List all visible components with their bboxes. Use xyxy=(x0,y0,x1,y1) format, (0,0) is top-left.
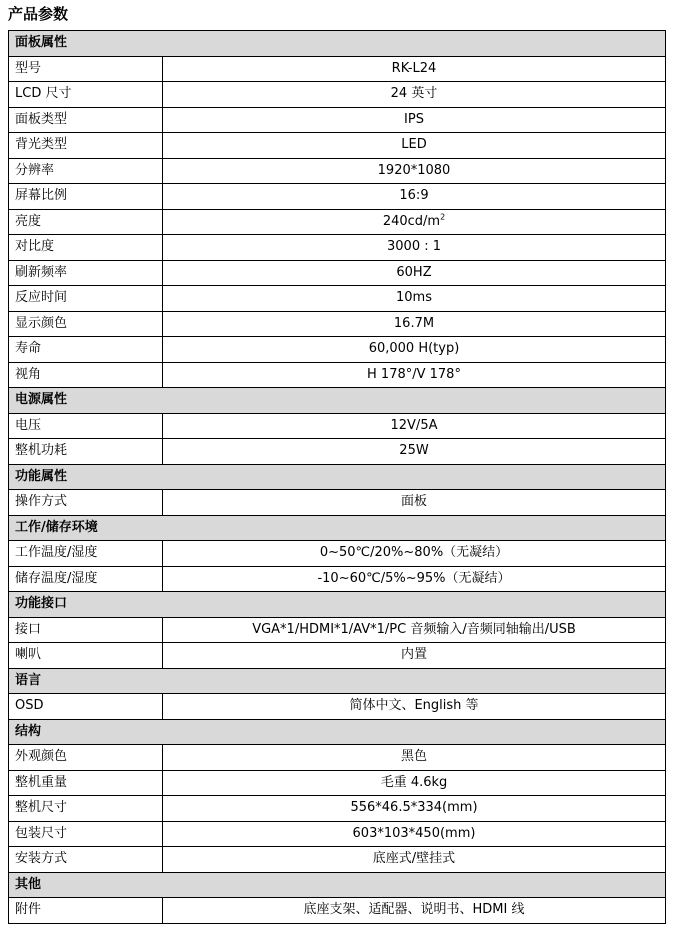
table-row xyxy=(9,821,666,847)
spec-value-text: 0~50℃/20%~80%（无凝结） xyxy=(319,545,509,561)
spec-value xyxy=(163,362,666,388)
spec-label: 包装尺寸 xyxy=(9,821,163,847)
spec-value xyxy=(163,770,666,796)
spec-value-text: 3000 : 1 xyxy=(387,239,441,255)
spec-value-text: 16.7M xyxy=(393,315,435,331)
spec-value xyxy=(163,337,666,363)
table-row xyxy=(9,541,666,567)
spec-value-text: 黑色 xyxy=(400,749,427,765)
section-heading: 功能接口 xyxy=(9,592,666,618)
table-row xyxy=(9,158,666,184)
spec-value xyxy=(163,796,666,822)
table-row xyxy=(9,617,666,643)
spec-value-text: 24 英寸 xyxy=(390,86,438,102)
table-row xyxy=(9,796,666,822)
spec-value-text: 603*103*450(mm) xyxy=(352,825,476,841)
section-heading: 工作/储存环境 xyxy=(9,515,666,541)
table-row xyxy=(9,770,666,796)
spec-value xyxy=(163,898,666,924)
spec-label: 分辨率 xyxy=(9,158,163,184)
spec-value-text: 底座式/壁挂式 xyxy=(372,851,456,867)
spec-value xyxy=(163,566,666,592)
table-row xyxy=(9,847,666,873)
table-row xyxy=(9,745,666,771)
spec-value xyxy=(163,847,666,873)
spec-label: 显示颜色 xyxy=(9,311,163,337)
table-row xyxy=(9,235,666,261)
table-row xyxy=(9,311,666,337)
spec-label: 对比度 xyxy=(9,235,163,261)
spec-value-text: IPS xyxy=(404,111,424,127)
spec-label: 面板类型 xyxy=(9,107,163,133)
spec-value-text: 25W xyxy=(399,443,429,459)
section-header xyxy=(9,719,666,745)
section-heading: 语言 xyxy=(9,668,666,694)
spec-value xyxy=(163,158,666,184)
spec-value-text: 60,000 H(typ) xyxy=(368,341,460,357)
spec-value xyxy=(163,413,666,439)
table-row xyxy=(9,133,666,159)
spec-value-text: RK-L24 xyxy=(391,60,437,76)
section-heading: 电源属性 xyxy=(9,388,666,414)
spec-value xyxy=(163,821,666,847)
spec-label: 操作方式 xyxy=(9,490,163,516)
spec-value-text: 面板 xyxy=(400,494,427,510)
table-row xyxy=(9,260,666,286)
table-row xyxy=(9,337,666,363)
section-header xyxy=(9,515,666,541)
table-row xyxy=(9,566,666,592)
spec-value xyxy=(163,311,666,337)
spec-value xyxy=(163,286,666,312)
spec-value-text: 内置 xyxy=(400,647,427,663)
spec-value-text: H 178°/V 178° xyxy=(367,366,461,382)
spec-value-text: 10ms xyxy=(396,290,432,306)
table-row xyxy=(9,286,666,312)
spec-value xyxy=(163,643,666,669)
table-row xyxy=(9,413,666,439)
table-row xyxy=(9,56,666,82)
spec-value xyxy=(163,209,666,235)
spec-value-text: 1920*1080 xyxy=(377,162,451,178)
spec-label: 电压 xyxy=(9,413,163,439)
spec-value-text: 240cd/m xyxy=(382,213,441,229)
spec-value xyxy=(163,490,666,516)
spec-label: 反应时间 xyxy=(9,286,163,312)
section-header xyxy=(9,31,666,57)
spec-table xyxy=(8,30,666,924)
spec-value xyxy=(163,439,666,465)
page-title: 产品参数 xyxy=(8,5,69,23)
spec-value xyxy=(163,541,666,567)
section-header xyxy=(9,668,666,694)
table-row xyxy=(9,82,666,108)
spec-value-text: -10~60℃/5%~95%（无凝结） xyxy=(317,570,511,586)
spec-value-text: 底座支架、适配器、说明书、HDMI 线 xyxy=(303,902,525,918)
section-header xyxy=(9,464,666,490)
spec-value-text: 简体中文、English 等 xyxy=(349,698,479,714)
spec-label: LCD 尺寸 xyxy=(9,82,163,108)
spec-label: 外观颜色 xyxy=(9,745,163,771)
table-row xyxy=(9,362,666,388)
spec-label: 喇叭 xyxy=(9,643,163,669)
section-heading: 结构 xyxy=(9,719,666,745)
spec-label: 寿命 xyxy=(9,337,163,363)
spec-label: 工作温度/湿度 xyxy=(9,541,163,567)
spec-label: 安装方式 xyxy=(9,847,163,873)
spec-value-text: 毛重 4.6kg xyxy=(380,774,448,790)
section-header xyxy=(9,872,666,898)
spec-value-text: 16:9 xyxy=(399,188,429,204)
table-row xyxy=(9,643,666,669)
spec-label: 型号 xyxy=(9,56,163,82)
table-row xyxy=(9,898,666,924)
section-header xyxy=(9,388,666,414)
spec-label: OSD xyxy=(9,694,163,720)
spec-value xyxy=(163,82,666,108)
table-row xyxy=(9,209,666,235)
spec-label: 接口 xyxy=(9,617,163,643)
spec-label: 背光类型 xyxy=(9,133,163,159)
section-heading: 功能属性 xyxy=(9,464,666,490)
spec-value-text: 60HZ xyxy=(396,264,432,280)
spec-value xyxy=(163,694,666,720)
table-row xyxy=(9,439,666,465)
spec-label: 储存温度/湿度 xyxy=(9,566,163,592)
table-row xyxy=(9,694,666,720)
section-header xyxy=(9,592,666,618)
section-heading: 其他 xyxy=(9,872,666,898)
spec-label: 整机功耗 xyxy=(9,439,163,465)
spec-value xyxy=(163,235,666,261)
spec-table-body xyxy=(9,31,666,924)
table-row xyxy=(9,107,666,133)
spec-value xyxy=(163,107,666,133)
spec-value xyxy=(163,745,666,771)
spec-label: 刷新频率 xyxy=(9,260,163,286)
spec-label: 屏幕比例 xyxy=(9,184,163,210)
spec-value xyxy=(163,133,666,159)
spec-label: 视角 xyxy=(9,362,163,388)
spec-label: 亮度 xyxy=(9,209,163,235)
table-row xyxy=(9,490,666,516)
spec-value-text: 556*46.5*334(mm) xyxy=(350,800,478,816)
spec-value xyxy=(163,56,666,82)
spec-label: 整机重量 xyxy=(9,770,163,796)
spec-value-superscript: 2 xyxy=(440,212,446,222)
spec-value-text: VGA*1/HDMI*1/AV*1/PC 音频输入/音频同轴输出/USB xyxy=(252,621,576,637)
spec-value-text: LED xyxy=(401,137,427,153)
spec-value xyxy=(163,260,666,286)
spec-value xyxy=(163,617,666,643)
section-heading: 面板属性 xyxy=(9,31,666,57)
spec-value xyxy=(163,184,666,210)
spec-value-text: 12V/5A xyxy=(390,417,438,433)
spec-label: 整机尺寸 xyxy=(9,796,163,822)
spec-label: 附件 xyxy=(9,898,163,924)
table-row xyxy=(9,184,666,210)
